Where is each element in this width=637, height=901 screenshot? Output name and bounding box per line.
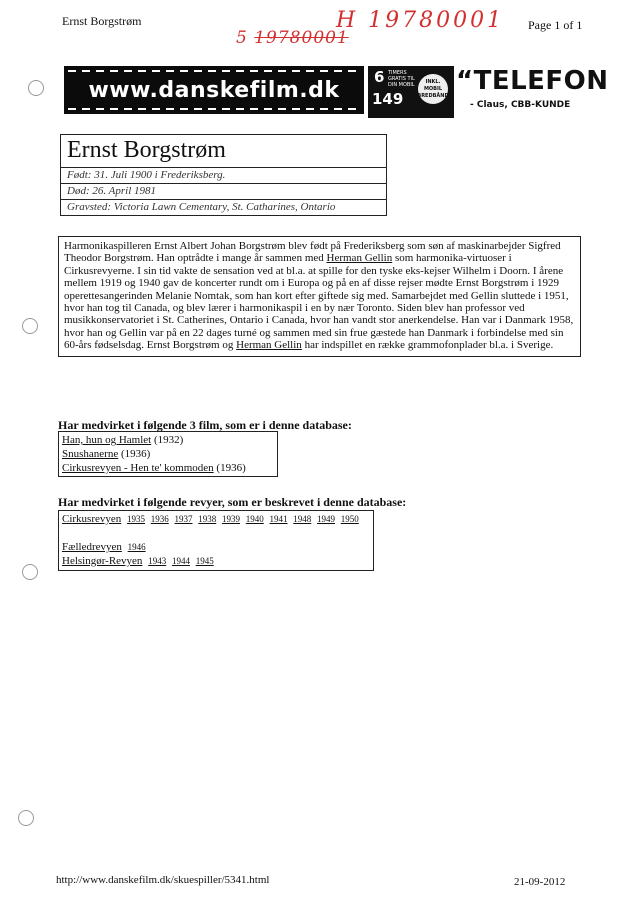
list-item bbox=[62, 540, 370, 554]
revue-link[interactable]: Fælledrevyen bbox=[62, 541, 122, 553]
revue-year-link[interactable]: 1937 bbox=[174, 514, 193, 524]
revue-year-link[interactable]: 1946 bbox=[127, 542, 146, 552]
bio-text: har indspillet en række grammofonplader bl.a. i Sverige. bbox=[301, 339, 554, 352]
list-item bbox=[62, 433, 274, 447]
list-item bbox=[62, 461, 274, 475]
film-year: (1936) bbox=[216, 462, 246, 474]
binder-hole bbox=[28, 80, 44, 96]
revue-year-link[interactable]: 1943 bbox=[148, 556, 167, 566]
revue-year-link[interactable]: 1940 bbox=[245, 514, 264, 524]
binder-hole bbox=[22, 318, 38, 334]
link-herman-gellin[interactable]: Herman Gellin bbox=[236, 339, 302, 352]
bio-text: Harmonikaspilleren Ernst Albert Johan Borgstrøm blev født på Frederiksberg som søn af maskinarbejder Sigfred Theodor Borgstrøm. Han optrådte i mange år sammen med bbox=[64, 240, 561, 265]
promo-small-text: TIMERS GRATIS TIL DIN MOBIL bbox=[388, 70, 415, 88]
revue-year-link[interactable]: 1945 bbox=[195, 556, 214, 566]
person-name: Ernst Borgstrøm bbox=[67, 137, 226, 163]
banner-site-name: www.danskefilm.dk bbox=[88, 77, 340, 103]
film-link[interactable]: Cirkusrevyen - Hen te' kommoden bbox=[62, 462, 214, 474]
handwritten-prefix: 5 bbox=[236, 28, 248, 48]
site-banner[interactable] bbox=[64, 66, 364, 114]
revue-year-link[interactable]: 1939 bbox=[222, 514, 241, 524]
promo-badge: INKL. MOBIL BREDBÅND bbox=[418, 74, 448, 104]
grave-info: Gravsted: Victoria Lawn Cementary, St. Catharines, Ontario bbox=[61, 199, 386, 215]
advert-subtitle: - Claus, CBB-KUNDE bbox=[470, 100, 571, 110]
revues-list bbox=[58, 510, 374, 571]
list-item bbox=[62, 554, 370, 568]
revue-link[interactable]: Cirkusrevyen bbox=[62, 513, 122, 525]
page-number: Page 1 of 1 bbox=[528, 18, 583, 32]
page-header-title: Ernst Borgstrøm bbox=[62, 14, 142, 28]
print-date: 21-09-2012 bbox=[514, 876, 566, 888]
promo-number: 6 bbox=[374, 68, 385, 86]
advert-title: “TELEFON bbox=[456, 66, 609, 96]
person-info-box bbox=[60, 134, 387, 216]
revue-year-link[interactable]: 1944 bbox=[171, 556, 190, 566]
revue-year-link[interactable]: 1935 bbox=[127, 514, 146, 524]
list-item bbox=[62, 447, 274, 461]
revue-year-link[interactable]: 1950 bbox=[340, 514, 359, 524]
film-year: (1932) bbox=[153, 434, 184, 446]
biography bbox=[58, 236, 581, 357]
handwritten-note: H 19780001 bbox=[336, 8, 505, 33]
death-info: Død: 26. April 1981 bbox=[61, 183, 386, 199]
revue-link[interactable]: Helsingør-Revyen bbox=[62, 555, 143, 567]
promo-price: 149 bbox=[372, 90, 404, 108]
film-year: (1936) bbox=[120, 448, 151, 460]
link-herman-gellin[interactable]: Herman Gellin bbox=[326, 252, 393, 265]
revue-year-link[interactable]: 1949 bbox=[317, 514, 336, 524]
films-heading: Har medvirket i følgende 3 film, som er i denne database: bbox=[58, 418, 352, 432]
list-item bbox=[62, 512, 370, 526]
revue-year-link[interactable]: 1936 bbox=[150, 514, 169, 524]
promo-advert[interactable] bbox=[368, 66, 454, 118]
handwritten-note-crossed bbox=[236, 28, 349, 48]
revues-heading: Har medvirket i følgende revyer, som er beskrevet i denne database: bbox=[58, 495, 407, 509]
binder-hole bbox=[22, 564, 38, 580]
birth-info: Født: 31. Juli 1900 i Frederiksberg. bbox=[61, 167, 386, 183]
revue-year-link[interactable]: 1938 bbox=[198, 514, 217, 524]
revue-year-link[interactable]: 1948 bbox=[293, 514, 312, 524]
list-spacer bbox=[62, 526, 370, 540]
bio-text: som harmonika-virtuoser i Cirkusrevyerne. I sin tid vakte de sensation ved at bl.a. at spille for den tyske eks-kejser Wilhelm i Doorn. I årene mellem 1919 og 1940 gav de koncerter rundt om i Europa og på en af disse rejser mødte Ernst Borgstrøm i 1929 operettesangerinden Melanie Nomtak, som han kort efter giftede sig med. Samarbejdet med Gellin sluttede i 1951, hvor han tog til Canada, og blev lærer i harmonikaspil i en by nær Toronto. Siden blev han professor ved musikkonservatoriet i St. Catherines, Ontario i Canada, hvor han vandt stor anerkendelse. Han var i Danmark 1958, hvor han og Gellin var på en 22 dages turné og sammen med sin frue gæstede han Danmark i forbindelse med sin 60-års fødselsdag. Ernst Borgstrøm og bbox=[64, 252, 574, 352]
handwritten-crossed-number: 19780001 bbox=[254, 28, 349, 48]
binder-hole bbox=[18, 810, 34, 826]
page-url: http://www.danskefilm.dk/skuespiller/5341.html bbox=[56, 874, 270, 886]
films-list bbox=[58, 431, 278, 477]
film-link[interactable]: Han, hun og Hamlet bbox=[62, 434, 152, 446]
film-link[interactable]: Snushanerne bbox=[62, 448, 119, 460]
revue-year-link[interactable]: 1941 bbox=[269, 514, 288, 524]
